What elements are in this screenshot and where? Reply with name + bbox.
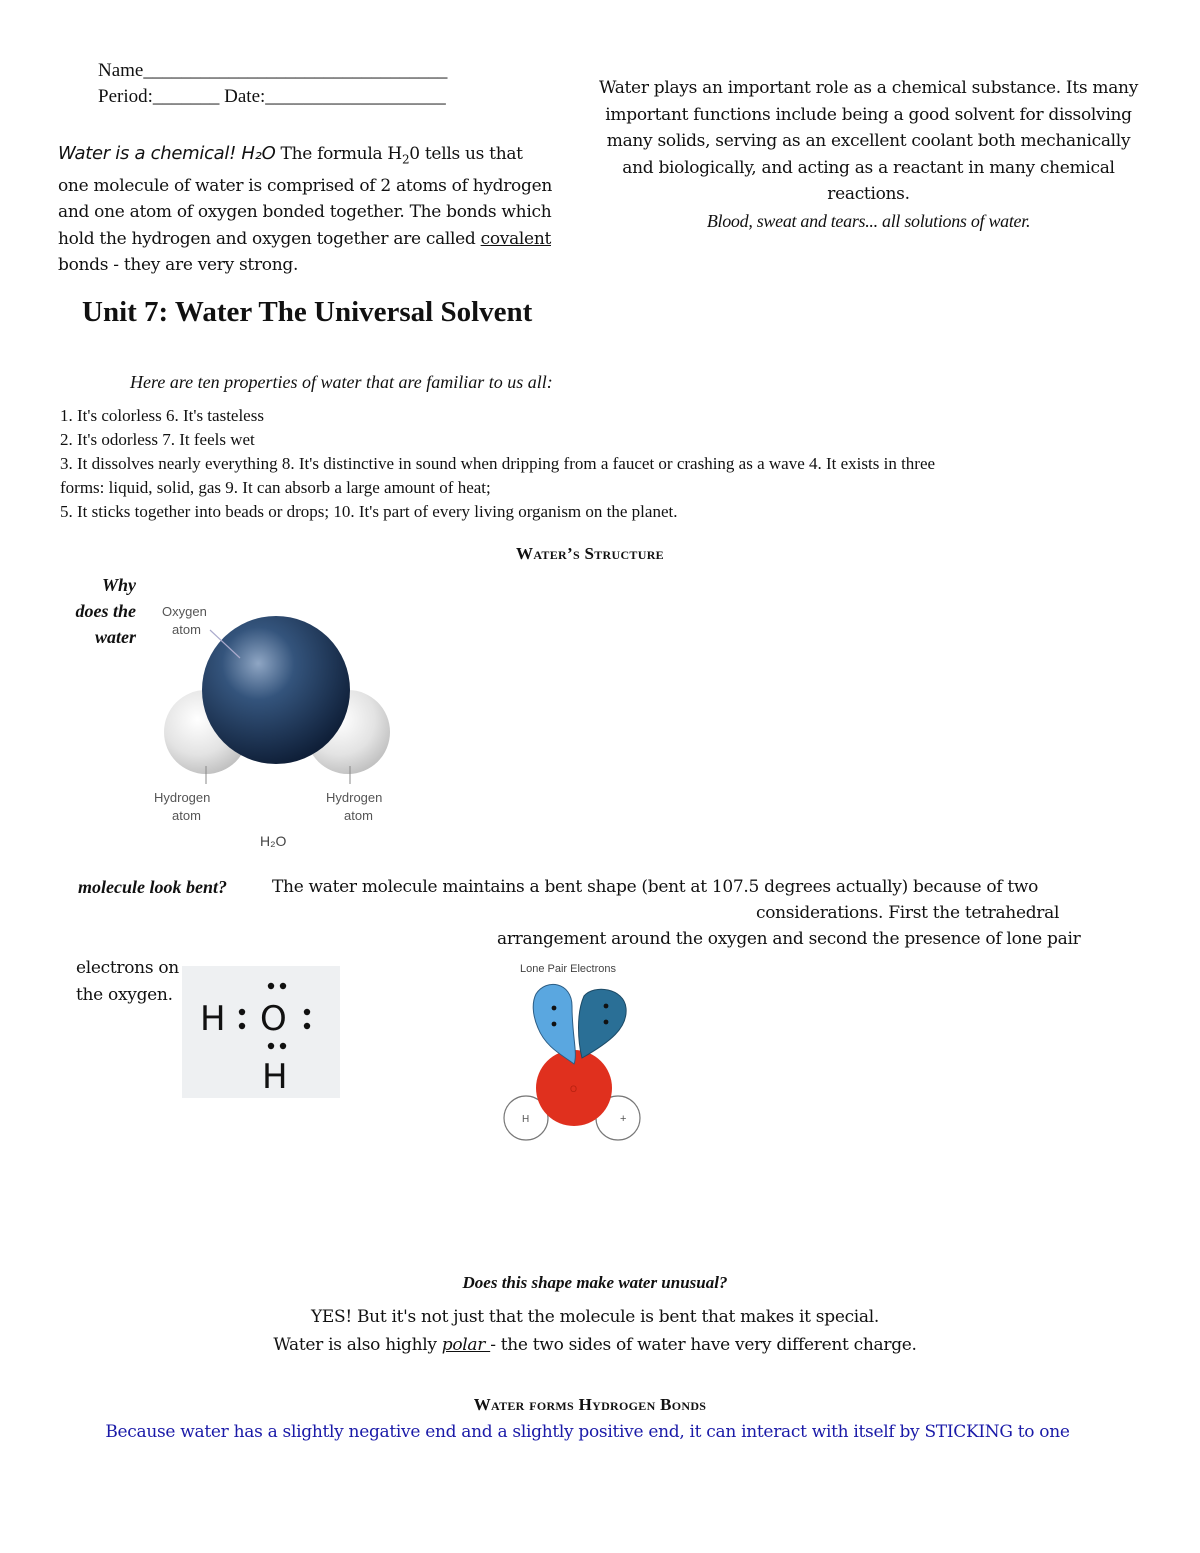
hydrogen-label: H [522,1114,530,1125]
list-item: 1. It's colorless 6. It's tasteless [60,406,264,425]
oxygen-label: Oxygen [162,604,207,619]
why-line: does the [75,601,136,621]
name-field-line: Name________________________________ [98,60,448,81]
properties-list [60,404,1140,524]
oxygen-label: O [570,1084,578,1094]
unusual-answer-part: Water is also highly [273,1335,442,1355]
unusual-question: Does this shape make water unusual? [462,1273,728,1292]
why-question [40,572,136,650]
bent-answer-line: The water molecule maintains a bent shape (bent at 107.5 degrees actually) because of two [272,877,1039,897]
section-heading-hydrogen-bonds: Water forms Hydrogen Bonds [473,1395,707,1414]
water-role-italic: Blood, sweat and tears... all solutions of water. [706,210,1031,231]
bent-answer-line: considerations. First the tetrahedral [756,903,1060,923]
lewis-h-bottom: H [262,1057,288,1097]
list-item: 2. It's odorless 7. It feels wet [60,430,255,449]
formula-label: H₂O [260,833,287,849]
intro-text-3: bonds - they are very strong. [58,255,299,276]
intro-paragraph [58,141,558,279]
properties-intro: Here are ten properties of water that are familiar to us all: [130,372,553,392]
intro-lead: Water is a chemical! H₂O [58,143,276,164]
bent-question: molecule look bent? [78,877,227,897]
intro-text-1: The formula H [275,144,402,164]
oxygen-atom [202,616,350,764]
lewis-structure-figure [182,966,340,1098]
section-heading-structure: Water’s Structure [516,544,664,563]
unusual-answer-line [0,1335,1190,1355]
hydrogen-right-label: Hydrogen [326,790,383,805]
why-line: Why [101,575,136,595]
why-line: water [94,627,136,647]
oxygen-label-2: atom [172,622,201,637]
bent-answer-part: electrons on [76,958,179,978]
lone-pair-title: Lone Pair Electrons [520,963,616,975]
polar-term: polar [441,1335,491,1355]
hydrogen-plus-label: + [620,1113,627,1125]
bent-answer-part: the oxygen. [76,985,173,1005]
lone-pair-figure [498,956,650,1146]
lewis-h-left: H [200,999,226,1039]
list-item: forms: liquid, solid, gas 9. It can absorb a large amount of heat; [60,478,491,497]
page-title: Unit 7: Water The Universal Solvent [82,296,533,328]
covalent-term: covalent [480,228,551,249]
hydrogen-bonds-text: Because water has a slightly negative end and a slightly positive end, it can interact with itself by STICKING to one [105,1422,1070,1442]
water-molecule-figure [148,598,408,856]
list-item: 5. It sticks together into beads or drops; 10. It's part of every living organism on the planet. [60,502,678,521]
bent-answer-line: arrangement around the oxygen and second the presence of lone pair [497,929,1081,949]
intro-text-2: 0 tells us that one molecule of water is comprised of 2 atoms of hydrogen and one atom of oxygen bonded together. The bonds which hold the hydrogen and oxygen together are called [58,144,552,249]
bent-answer-line [76,955,179,1009]
hydrogen-left-label: Hydrogen [154,790,211,805]
list-item: 3. It dissolves nearly everything 8. It's distinctive in sound when dripping from a faucet or crashing as a wave 4. It exists in three [60,454,936,473]
water-role-body: Water plays an important role as a chemical substance. Its many important functions include being a good solvent for dissolving many solids, serving as an excellent coolant both mechanically and biologically, and acting as a reactant in many chemical reactions. [599,78,1138,204]
lewis-o: O [260,999,287,1039]
unusual-answer-line: YES! But it's not just that the molecule is bent that makes it special. [310,1307,880,1327]
hydrogen-left-label-2: atom [172,808,201,823]
lone-pair-lobe-right [579,989,627,1058]
water-role-paragraph [596,75,1141,234]
period-date-field-line: Period:_______ Date:___________________ [98,86,446,107]
intro-subscript: 2 [401,152,410,167]
hydrogen-right-label-2: atom [344,808,373,823]
unusual-answer-part: - the two sides of water have very different charge. [490,1335,917,1355]
